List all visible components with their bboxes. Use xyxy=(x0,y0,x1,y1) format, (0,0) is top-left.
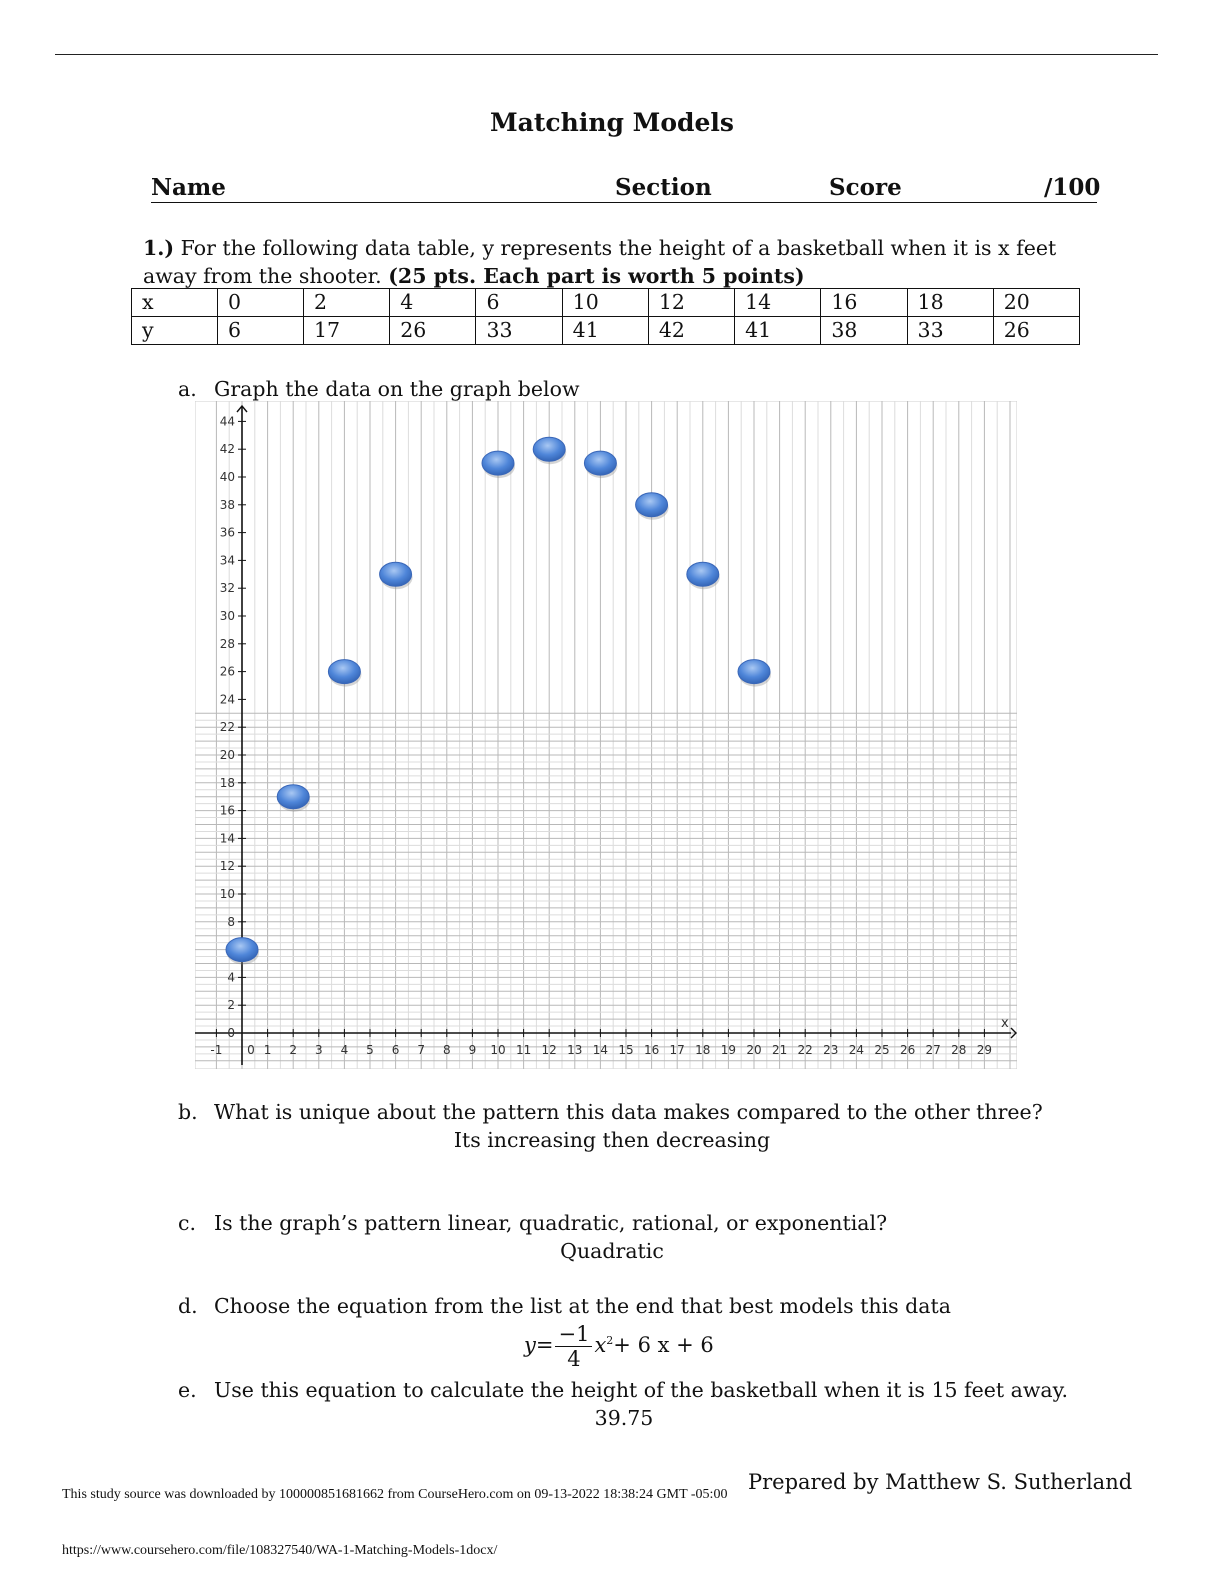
equation xyxy=(524,1322,714,1371)
y-tick-label: 0 xyxy=(227,1026,235,1040)
y-tick-label: 28 xyxy=(219,636,235,651)
part-b-letter: b. xyxy=(178,1100,198,1124)
table-cell: 6 xyxy=(217,317,303,345)
equation-equals: = xyxy=(535,1333,554,1357)
table-cell: 33 xyxy=(476,317,562,345)
x-tick-label: 3 xyxy=(314,1043,323,1057)
x-tick-label: 25 xyxy=(874,1043,890,1057)
x-tick-label: 13 xyxy=(567,1043,583,1057)
part-d-text: Choose the equation from the list at the end that best models this data xyxy=(214,1294,951,1318)
table-cell: 41 xyxy=(735,317,821,345)
equation-var: x xyxy=(594,1333,607,1357)
x-tick-label: 17 xyxy=(669,1043,685,1057)
x-tick-label: 21 xyxy=(771,1043,788,1057)
y-tick-label: 18 xyxy=(219,775,235,790)
part-c-letter: c. xyxy=(178,1211,196,1235)
y-tick-label: 40 xyxy=(219,470,235,484)
chart-frame xyxy=(195,401,1017,1069)
equation-fraction xyxy=(555,1322,592,1371)
part-b-answer: Its increasing then decreasing xyxy=(453,1128,771,1152)
table-cell: 14 xyxy=(735,289,821,317)
table-cell: 42 xyxy=(648,317,734,345)
x-tick-label: 29 xyxy=(976,1043,993,1057)
x-tick-label: 1 xyxy=(263,1043,272,1057)
table-cell: 33 xyxy=(907,317,993,345)
x-tick-label: 23 xyxy=(823,1043,839,1057)
equation-denominator: 4 xyxy=(567,1347,581,1371)
data-point xyxy=(636,493,668,517)
data-point xyxy=(584,451,616,475)
name-label: Name xyxy=(151,174,226,201)
section-label: Section xyxy=(615,174,712,201)
header-row xyxy=(151,172,1101,203)
part-a-text: Graph the data on the graph below xyxy=(214,377,580,401)
table-row-y xyxy=(132,317,1080,345)
x-tick-label: 5 xyxy=(366,1043,374,1057)
data-point xyxy=(226,938,258,962)
y-tick-label: 8 xyxy=(227,914,235,929)
y-tick-label: 32 xyxy=(219,581,235,596)
y-tick-label: 34 xyxy=(219,553,235,568)
prepared-by: Prepared by Matthew S. Sutherland xyxy=(748,1470,1133,1494)
data-point xyxy=(380,562,412,586)
data-point xyxy=(687,562,719,586)
part-b-text: What is unique about the pattern this data makes compared to the other three? xyxy=(214,1100,1043,1124)
data-point xyxy=(277,785,309,809)
part-e-text: Use this equation to calculate the height of the basketball when it is 15 feet away. xyxy=(214,1378,1069,1402)
part-d-letter: d. xyxy=(178,1294,198,1318)
y-tick-label: 22 xyxy=(219,720,235,735)
y-tick-label: 2 xyxy=(227,998,235,1013)
y-tick-label: 24 xyxy=(219,692,235,707)
x-tick-label: 2 xyxy=(289,1043,298,1057)
data-point xyxy=(738,660,770,684)
x-tick-label: 12 xyxy=(541,1043,557,1057)
table-cell: 18 xyxy=(907,289,993,317)
table-cell: 26 xyxy=(390,317,476,345)
data-table xyxy=(131,288,1080,345)
x-tick-label: 6 xyxy=(391,1043,400,1057)
x-tick-label: 19 xyxy=(720,1043,737,1057)
table-cell: y xyxy=(132,317,218,345)
table-cell: 20 xyxy=(993,289,1079,317)
table-cell: 12 xyxy=(648,289,734,317)
part-c-answer: Quadratic xyxy=(560,1239,664,1263)
y-tick-label: 30 xyxy=(219,609,235,623)
data-point xyxy=(328,660,360,684)
equation-lhs: y xyxy=(524,1333,536,1357)
table-cell: 16 xyxy=(821,289,907,317)
y-tick-label: 4 xyxy=(227,970,235,985)
y-tick-label: 20 xyxy=(219,748,235,762)
table-cell: 6 xyxy=(476,289,562,317)
x-tick-label: 14 xyxy=(592,1043,609,1057)
y-tick-label: 14 xyxy=(219,831,235,846)
x-tick-label: 9 xyxy=(468,1043,477,1057)
x-tick-label: 24 xyxy=(848,1043,865,1057)
question-number: 1.) xyxy=(143,236,175,260)
data-point xyxy=(482,451,514,475)
x-tick-label: 26 xyxy=(899,1043,916,1057)
table-cell: 2 xyxy=(304,289,390,317)
score-label: Score xyxy=(829,174,902,201)
x-tick-label: 4 xyxy=(340,1043,349,1057)
x-tick-label: 8 xyxy=(442,1043,451,1057)
question-text: For the following data table, y represents the height of a basketball when it is x feet away from the shooter. xyxy=(143,236,1057,288)
y-tick-label: 36 xyxy=(219,525,235,540)
x-tick-label: -1 xyxy=(210,1043,223,1057)
scatter-chart xyxy=(195,401,1017,1069)
x-tick-label: 20 xyxy=(746,1043,762,1057)
source-url[interactable]: https://www.coursehero.com/file/108327540/WA-1-Matching-Models-1docx/ xyxy=(62,1543,498,1558)
x-tick-label: 15 xyxy=(618,1043,634,1057)
data-point xyxy=(533,437,565,461)
table-cell: 41 xyxy=(562,317,648,345)
question-1 xyxy=(143,234,1103,290)
x-tick-label: 11 xyxy=(515,1043,532,1057)
question-points: (25 pts. Each part is worth 5 points) xyxy=(388,264,805,288)
y-tick-label: 42 xyxy=(219,442,235,457)
x-tick-label: 18 xyxy=(695,1043,711,1057)
table-cell: x xyxy=(132,289,218,317)
table-cell: 0 xyxy=(217,289,303,317)
equation-exponent: 2 xyxy=(606,1334,614,1347)
y-tick-label: 12 xyxy=(219,859,235,874)
part-e-answer: 39.75 xyxy=(594,1406,654,1430)
table-cell: 10 xyxy=(562,289,648,317)
x-tick-label: 16 xyxy=(643,1043,660,1057)
source-line: This study source was downloaded by 100000851681662 from CourseHero.com on 09-13-2022 18:38:24 GMT -05:00 xyxy=(62,1487,728,1502)
x-tick-label: 27 xyxy=(925,1043,941,1057)
score-total: /100 xyxy=(1044,174,1101,201)
equation-numerator: −1 xyxy=(555,1322,592,1347)
table-cell: 26 xyxy=(993,317,1079,345)
table-cell: 17 xyxy=(304,317,390,345)
x-tick-label: 28 xyxy=(951,1043,967,1057)
table-cell: 4 xyxy=(390,289,476,317)
x-tick-label: 7 xyxy=(417,1043,426,1057)
x-tick-label: 22 xyxy=(797,1043,813,1057)
y-tick-label: 44 xyxy=(219,414,235,429)
y-tick-label: 10 xyxy=(219,887,235,901)
part-a-letter: a. xyxy=(178,377,197,401)
top-rule xyxy=(55,54,1158,55)
y-tick-label: 16 xyxy=(219,803,235,818)
page-title: Matching Models xyxy=(490,108,734,137)
x-tick-label: 10 xyxy=(490,1043,506,1057)
equation-rest: + 6 x + 6 xyxy=(613,1333,714,1357)
y-tick-label: 38 xyxy=(219,497,235,512)
table-row-x xyxy=(132,289,1080,317)
y-tick-label: 26 xyxy=(219,664,235,679)
x-tick-label: 0 xyxy=(247,1043,255,1057)
table-cell: 38 xyxy=(821,317,907,345)
part-e-letter: e. xyxy=(178,1378,197,1402)
x-axis-label: x xyxy=(1001,1016,1009,1031)
part-c-text: Is the graph’s pattern linear, quadratic, rational, or exponential? xyxy=(214,1211,888,1235)
